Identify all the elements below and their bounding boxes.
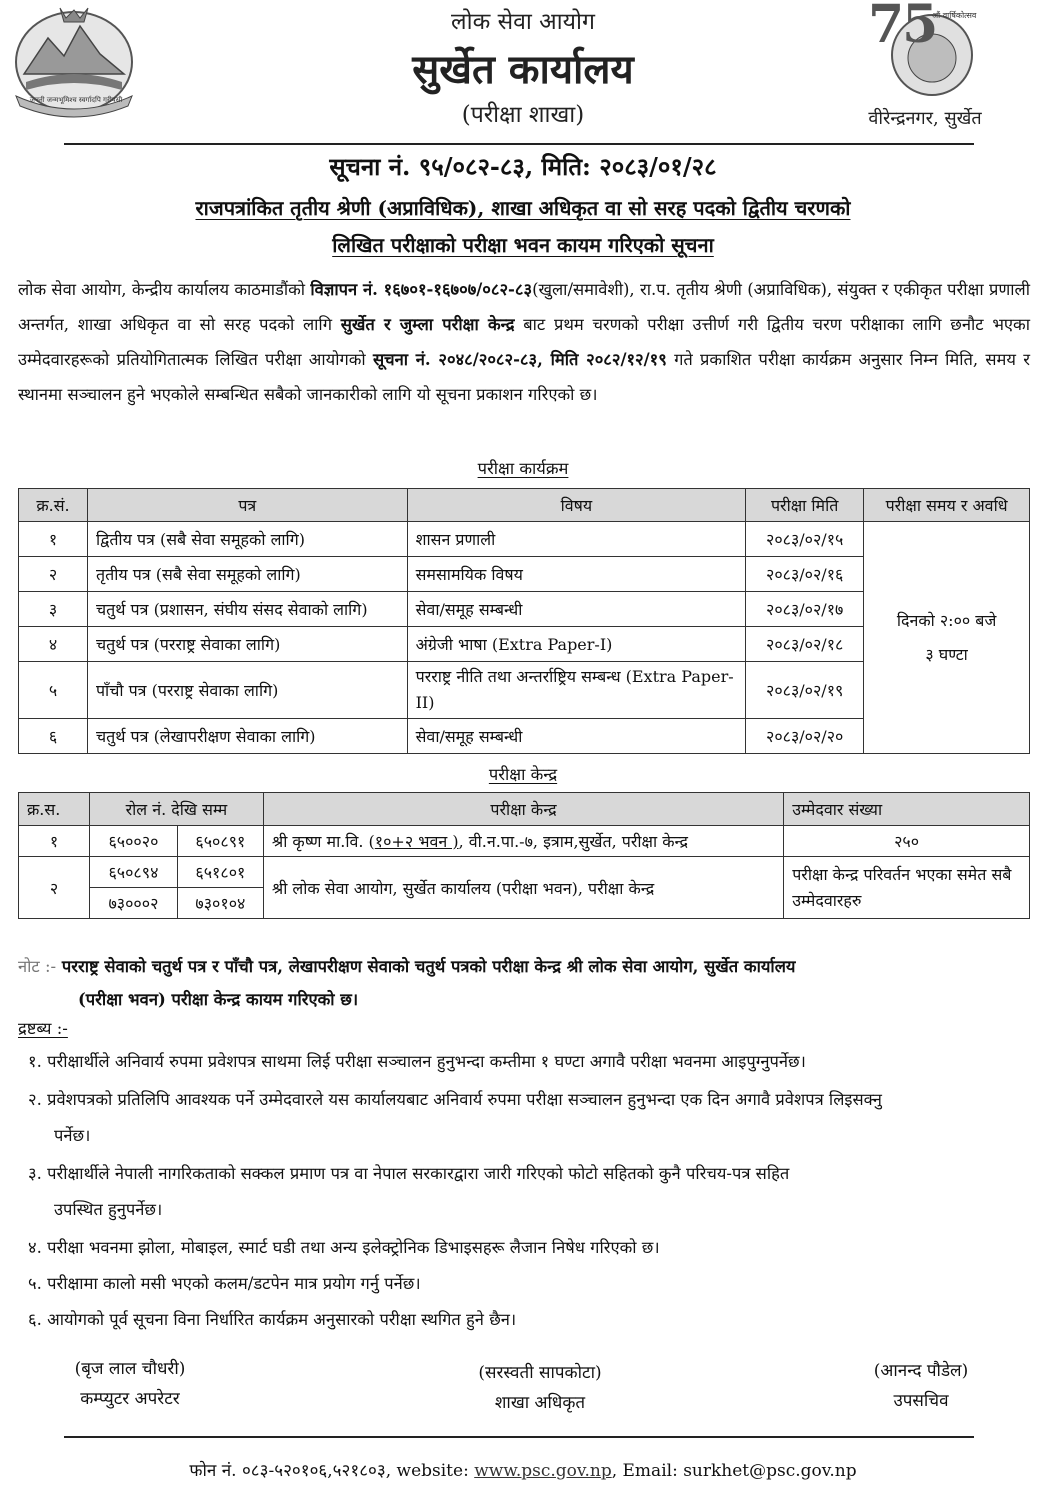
cell-paper: तृतीय पत्र (सबै सेवा समूहको लागि) [87,557,407,592]
cell-date: २०८३/०२/१९ [746,662,864,719]
cell-date: २०८३/०२/२० [746,719,864,754]
cell-paper: चतुर्थ पत्र (प्रशासन, संघीय संसद सेवाको लागि) [87,592,407,627]
cell-paper: द्वितीय पत्र (सबै सेवा समूहको लागि) [87,522,407,557]
cell-paper: चतुर्थ पत्र (लेखापरीक्षण सेवाका लागि) [87,719,407,754]
col-header-sn: क्र.सं. [19,489,88,522]
cell-subject: सेवा/समूह सम्बन्धी [407,592,746,627]
notice-subject-line2: लिखित परीक्षाको परीक्षा भवन कायम गरिएको सूचना [332,233,714,257]
cell-candidates: परीक्षा केन्द्र परिवर्तन भएका समेत सबै उम्मेदवारहरु [784,857,1030,919]
note-line2: (परीक्षा भवन) परीक्षा केन्द्र कायम गरिएको छ। [78,990,359,1009]
col-header-paper: पत्र [87,489,407,522]
notice-subject-line1: राजपत्रांकित तृतीय श्रेणी (अप्राविधिक), शाखा अधिकृत वा सो सरह पदको द्वितीय चरणको [195,196,851,220]
cell-sn: २ [19,857,90,919]
cell-roll-from: ६५००२० [89,826,177,857]
cell-date: २०८३/०२/१६ [746,557,864,592]
col-header-candidates: उम्मेदवार संख्या [784,793,1030,826]
cell-subject: परराष्ट्र नीति तथा अन्तर्राष्ट्रिय सम्बन्ध (Extra Paper-II) [407,662,746,719]
instructions-list [28,1044,1032,1338]
cell-sn: २ [19,557,88,592]
notice-number: सूचना नं. ९५/०८२-८३, मिति: २०८३/०१/२८ [329,152,717,181]
cell-subject: समसामयिक विषय [407,557,746,592]
cell-subject: शासन प्रणाली [407,522,746,557]
time-duration: ३ घण्टा [925,644,968,664]
cell-roll-to: ६५०८९१ [177,826,263,857]
cell-roll-to: ६५१८०१ [177,857,263,888]
list-item: ३. परीक्षार्थीले नेपाली नागरिकताको सक्कल प्रमाण पत्र वा नेपाल सरकारद्वारा जारी गरिएको फोटो सहितको कुनै परिचय-पत्र सहित उपस्थित हुनुपर्नेछ। [28,1164,790,1219]
list-item: ६. आयोगको पूर्व सूचना विना निर्धारित कार्यक्रम अनुसारको परीक्षा स्थगित हुने छैन। [28,1310,517,1329]
cell-date: २०८३/०२/१८ [746,627,864,662]
table-row [19,857,1030,888]
anniversary-number: 75 [868,0,937,55]
cell-date: २०८३/०२/१५ [746,522,864,557]
schedule-title: परीक्षा कार्यक्रम [477,459,569,478]
list-item: २. प्रवेशपत्रको प्रतिलिपि आवश्यक पर्ने उम्मेदवारले यस कार्यालयबाट अनिवार्य रुपमा परीक्षा सञ्चालन हुनुभन्दा एक दिन अगावै प्रवेशपत्र लिइसक्नु पर्नेछ। [28,1090,882,1145]
section-name: (परीक्षा शाखा) [461,102,585,128]
time-start: दिनको २:०० बजे [896,610,997,630]
signature-operator: (बृज लाल चौधरी) कम्प्युटर अपरेटर [74,1359,186,1409]
footer-divider [64,1436,974,1438]
cell-time [864,522,1030,754]
office-location: वीरेन्द्रनगर, सुर्खेत [868,108,982,129]
col-header-subject: विषय [407,489,746,522]
cell-sn: १ [19,826,90,857]
cell-paper: पाँचौ पत्र (परराष्ट्र सेवाका लागि) [87,662,407,719]
cell-sn: ५ [19,662,88,719]
centers-table [18,792,1030,919]
cell-subject: अंग्रेजी भाषा (Extra Paper-I) [407,627,746,662]
note-label: नोट :- [18,957,57,976]
emblem-caption: जननी जन्मभूमिश्च स्वर्गादपि गरीयसी [29,96,123,104]
cell-center: श्री लोक सेवा आयोग, सुर्खेत कार्यालय (परीक्षा भवन), परीक्षा केन्द्र [263,857,783,919]
list-item: ५. परीक्षामा कालो मसी भएको कलम/डटपेन मात्र प्रयोग गर्नु पर्नेछ। [28,1274,421,1293]
cell-sn: ३ [19,592,88,627]
cell-date: २०८३/०२/१७ [746,592,864,627]
cell-sn: १ [19,522,88,557]
table-row [19,826,1030,857]
note [18,950,1030,1016]
notice-body: लोक सेवा आयोग, केन्द्रीय कार्यालय काठमाडौंको विज्ञापन नं. १६७०१-१६७०७/०८२-८३(खुला/समावेशी), रा.प. तृतीय श्रेणी (अप्राविधिक), संयुक्त र एकीकृत परीक्षा प्रणाली अन्तर्गत, शाखा अधिकृत वा सो सरह पदको लागि सुर्खेत र जुम्ला परीक्षा केन्द्र बाट प्रथम चरणको परीक्षा उत्तीर्ण गरी द्वितीय चरण परीक्षाका लागि छनौट भएका उम्मेदवारहरूको प्रतियोगितात्मक लिखित परीक्षा आयोगको सूचना नं. २०४८/२०८२-८३, मिति २०८२/१२/१९ गते प्रकाशित परीक्षा कार्यक्रम अनुसार निम्न मिति, समय र स्थानमा सञ्चालन हुने भएकोले सम्बन्धित सबैको जानकारीको लागि यो सूचना प्रकाशन गरिएको छ। [18,280,1030,404]
cell-roll-from: ६५०८९४ [89,857,177,888]
note-line1: परराष्ट्र सेवाको चतुर्थ पत्र र पाँचौ पत्र, लेखापरीक्षण सेवाको चतुर्थ पत्रको परीक्षा केन्द्र श्री लोक सेवा आयोग, सुर्खेत कार्यालय [61,957,796,976]
col-header-time: परीक्षा समय र अवधि [864,489,1030,522]
col-header-sn: क्र.स. [19,793,90,826]
website-link[interactable]: www.psc.gov.np [474,1461,612,1481]
office-name: सुर्खेत कार्यालय [412,46,634,93]
signature-under-secretary: (आनन्द पौडेल) उपसचिव [873,1361,969,1411]
centers-title: परीक्षा केन्द्र [488,765,558,784]
footer-contact: फोन नं. ०८३-५२०१०६,५२१८०३, website: www.psc.gov.np, Email: surkhet@psc.gov.np [189,1461,857,1481]
cell-sn: ६ [19,719,88,754]
cell-paper: चतुर्थ पत्र (परराष्ट्र सेवाका लागि) [87,627,407,662]
cell-sn: ४ [19,627,88,662]
signature-section-officer: (सरस्वती सापकोटा) शाखा अधिकृत [478,1363,602,1413]
schedule-table [18,488,1030,754]
header-divider [64,143,974,145]
cell-center: श्री कृष्ण मा.वि. (१०+२ भवन ), वी.न.पा.-७, इत्राम,सुर्खेत, परीक्षा केन्द्र [263,826,783,857]
col-header-center: परीक्षा केन्द्र [263,793,783,826]
anniversary-text: औं वार्षिकोत्सव [932,11,977,20]
cell-roll-to: ७३०१०४ [177,888,263,919]
cell-subject: सेवा/समूह सम्बन्धी [407,719,746,754]
col-header-roll-range: रोल नं. देखि सम्म [89,793,263,826]
cell-roll-from: ७३०००२ [89,888,177,919]
drastavya-title: द्रष्टब्य :- [18,1019,68,1038]
list-item: १. परीक्षार्थीले अनिवार्य रुपमा प्रवेशपत्र साथमा लिई परीक्षा सञ्चालन हुनुभन्दा कम्तीमा १ घण्टा अगावै परीक्षा भवनमा आइपुग्नुपर्नेछ। [28,1052,806,1071]
table-row [19,522,1030,557]
list-item: ४. परीक्षा भवनमा झोला, मोबाइल, स्मार्ट घडी तथा अन्य इलेक्ट्रोनिक डिभाइसहरू लैजान निषेध गरिएको छ। [28,1238,660,1257]
cell-candidates: २५० [784,826,1030,857]
col-header-date: परीक्षा मिति [746,489,864,522]
commission-name: लोक सेवा आयोग [451,9,595,35]
